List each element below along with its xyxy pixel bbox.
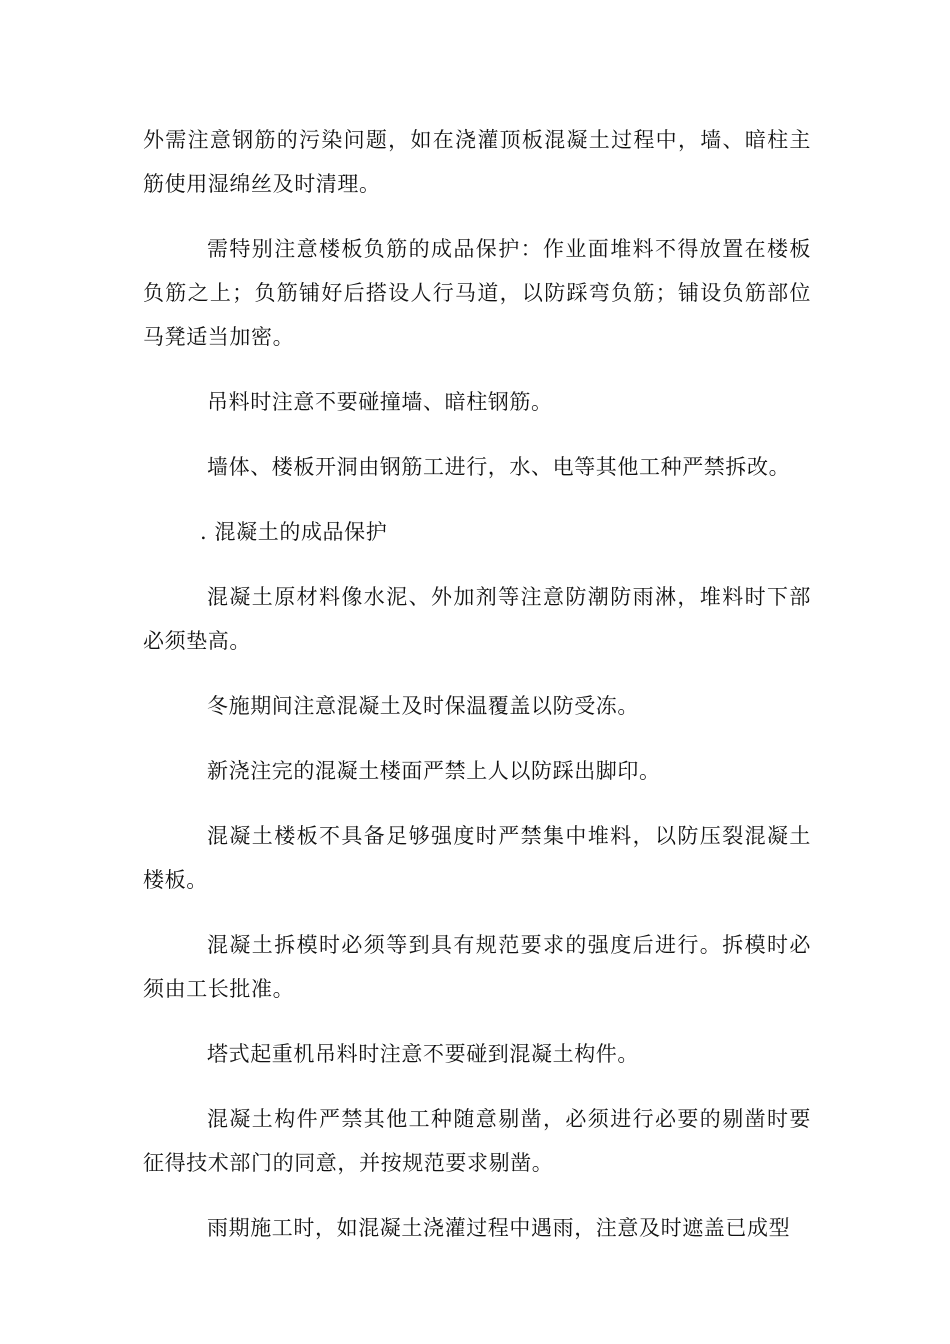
paragraph-1: 外需注意钢筋的污染问题，如在浇灌顶板混凝土过程中，墙、暗柱主筋使用湿绵丝及时清理。	[143, 128, 811, 196]
section-heading-concrete: . 混凝土的成品保护	[200, 520, 388, 544]
document-body	[143, 118, 811, 1271]
paragraph-10: 混凝土拆模时必须等到具有规范要求的强度后进行。拆模时必须由工长批准。	[143, 933, 811, 1001]
paragraph-12: 混凝土构件严禁其他工种随意剔凿，必须进行必要的剔凿时要征得技术部门的同意，并按规范要求剔凿。	[143, 1107, 811, 1175]
paragraph-4: 墙体、楼板开洞由钢筋工进行，水、电等其他工种严禁拆改。	[207, 455, 791, 479]
paragraph-8: 新浇注完的混凝土楼面严禁上人以防踩出脚印。	[207, 759, 661, 783]
paragraph-13: 雨期施工时，如混凝土浇灌过程中遇雨，注意及时遮盖已成型	[207, 1216, 791, 1240]
paragraph-7: 冬施期间注意混凝土及时保温覆盖以防受冻。	[207, 694, 639, 718]
paragraph-3: 吊料时注意不要碰撞墙、暗柱钢筋。	[207, 390, 553, 414]
paragraph-2: 需特别注意楼板负筋的成品保护：作业面堆料不得放置在楼板负筋之上；负筋铺好后搭设人行马道，以防踩弯负筋；铺设负筋部位马凳适当加密。	[143, 237, 811, 349]
paragraph-11: 塔式起重机吊料时注意不要碰到混凝土构件。	[207, 1042, 639, 1066]
paragraph-6: 混凝土原材料像水泥、外加剂等注意防潮防雨淋，堆料时下部必须垫高。	[143, 585, 811, 653]
paragraph-9: 混凝土楼板不具备足够强度时严禁集中堆料，以防压裂混凝土楼板。	[143, 824, 811, 892]
